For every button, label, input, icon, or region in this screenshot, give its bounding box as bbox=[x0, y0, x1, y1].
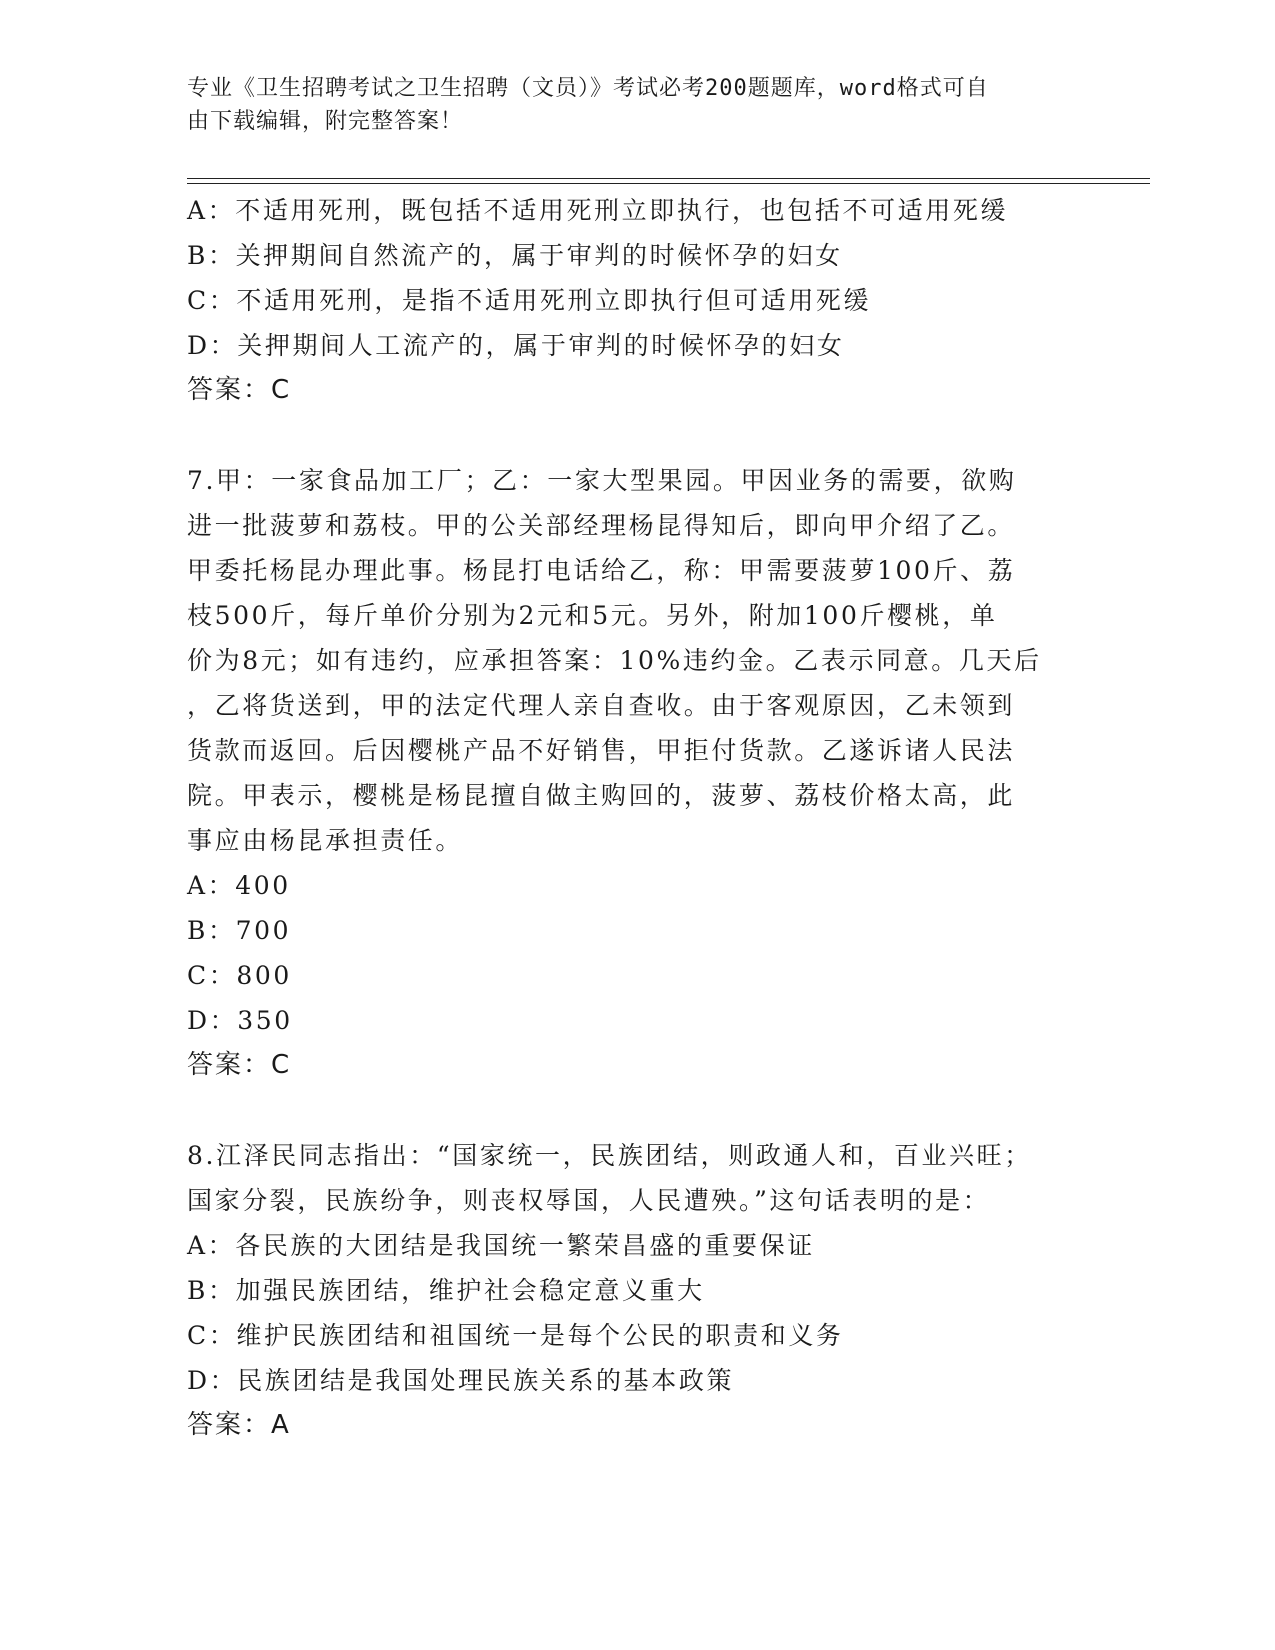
stem-line: 价为8元；如有违约，应承担答案：10%违约金。乙表示同意。几天后 bbox=[187, 646, 1042, 675]
stem-line: 事应由杨昆承担责任。 bbox=[187, 826, 464, 855]
stem-line: 8.江泽民同志指出：“国家统一，民族团结，则政通人和，百业兴旺； bbox=[187, 1141, 1032, 1170]
stem-line: 枝500斤，每斤单价分别为2元和5元。另外，附加100斤樱桃，单 bbox=[187, 601, 998, 630]
option-d: D：关押期间人工流产的，属于审判的时候怀孕的妇女 bbox=[187, 331, 845, 360]
question-stem bbox=[187, 458, 1087, 863]
question-stem bbox=[187, 1133, 1087, 1223]
option-d: D：民族团结是我国处理民族关系的基本政策 bbox=[187, 1366, 735, 1395]
option-a: A：各民族的大团结是我国统一繁荣昌盛的重要保证 bbox=[187, 1231, 815, 1260]
question-8 bbox=[187, 1133, 1087, 1448]
option-a: A：不适用死刑，既包括不适用死刑立即执行，也包括不可适用死缓 bbox=[187, 196, 1009, 225]
answer-line: 答案：A bbox=[187, 1410, 291, 1440]
header-divider-top bbox=[187, 178, 1150, 179]
header-divider-bottom bbox=[187, 183, 1150, 184]
option-b: B：关押期间自然流产的，属于审判的时候怀孕的妇女 bbox=[187, 241, 843, 270]
stem-line: 进一批菠萝和荔枝。甲的公关部经理杨昆得知后，即向甲介绍了乙。 bbox=[187, 511, 1016, 540]
stem-line: ，乙将货送到，甲的法定代理人亲自查收。由于客观原因，乙未领到 bbox=[187, 691, 1016, 720]
stem-line: 7.甲：一家食品加工厂；乙：一家大型果园。甲因业务的需要，欲购 bbox=[187, 466, 1017, 495]
answer-line: 答案：C bbox=[187, 1050, 292, 1080]
header-line-2: 由下载编辑，附完整答案！ bbox=[187, 109, 464, 134]
question-7 bbox=[187, 458, 1087, 1088]
spacer bbox=[187, 413, 1087, 458]
option-c: C：不适用死刑，是指不适用死刑立即执行但可适用死缓 bbox=[187, 286, 872, 315]
option-c: C：800 bbox=[187, 961, 292, 990]
option-b: B：加强民族团结，维护社会稳定意义重大 bbox=[187, 1276, 705, 1305]
stem-line: 国家分裂，民族纷争，则丧权辱国，人民遭殃。”这句话表明的是： bbox=[187, 1186, 991, 1215]
question-6 bbox=[187, 188, 1087, 413]
stem-line: 院。甲表示，樱桃是杨昆擅自做主购回的，菠萝、荔枝价格太高，此 bbox=[187, 781, 1016, 810]
document-header bbox=[187, 72, 1067, 138]
answer-line: 答案：C bbox=[187, 375, 292, 405]
spacer bbox=[187, 1088, 1087, 1133]
option-a: A：400 bbox=[187, 871, 291, 900]
header-line-1: 专业《卫生招聘考试之卫生招聘（文员）》考试必考200题题库，word格式可自 bbox=[187, 76, 989, 101]
question-list bbox=[187, 188, 1087, 1448]
stem-line: 货款而返回。后因樱桃产品不好销售，甲拒付货款。乙遂诉诸人民法 bbox=[187, 736, 1016, 765]
option-b: B：700 bbox=[187, 916, 292, 945]
option-c: C：维护民族团结和祖国统一是每个公民的职责和义务 bbox=[187, 1321, 844, 1350]
option-d: D：350 bbox=[187, 1006, 293, 1035]
stem-line: 甲委托杨昆办理此事。杨昆打电话给乙，称：甲需要菠萝100斤、荔 bbox=[187, 556, 1016, 585]
